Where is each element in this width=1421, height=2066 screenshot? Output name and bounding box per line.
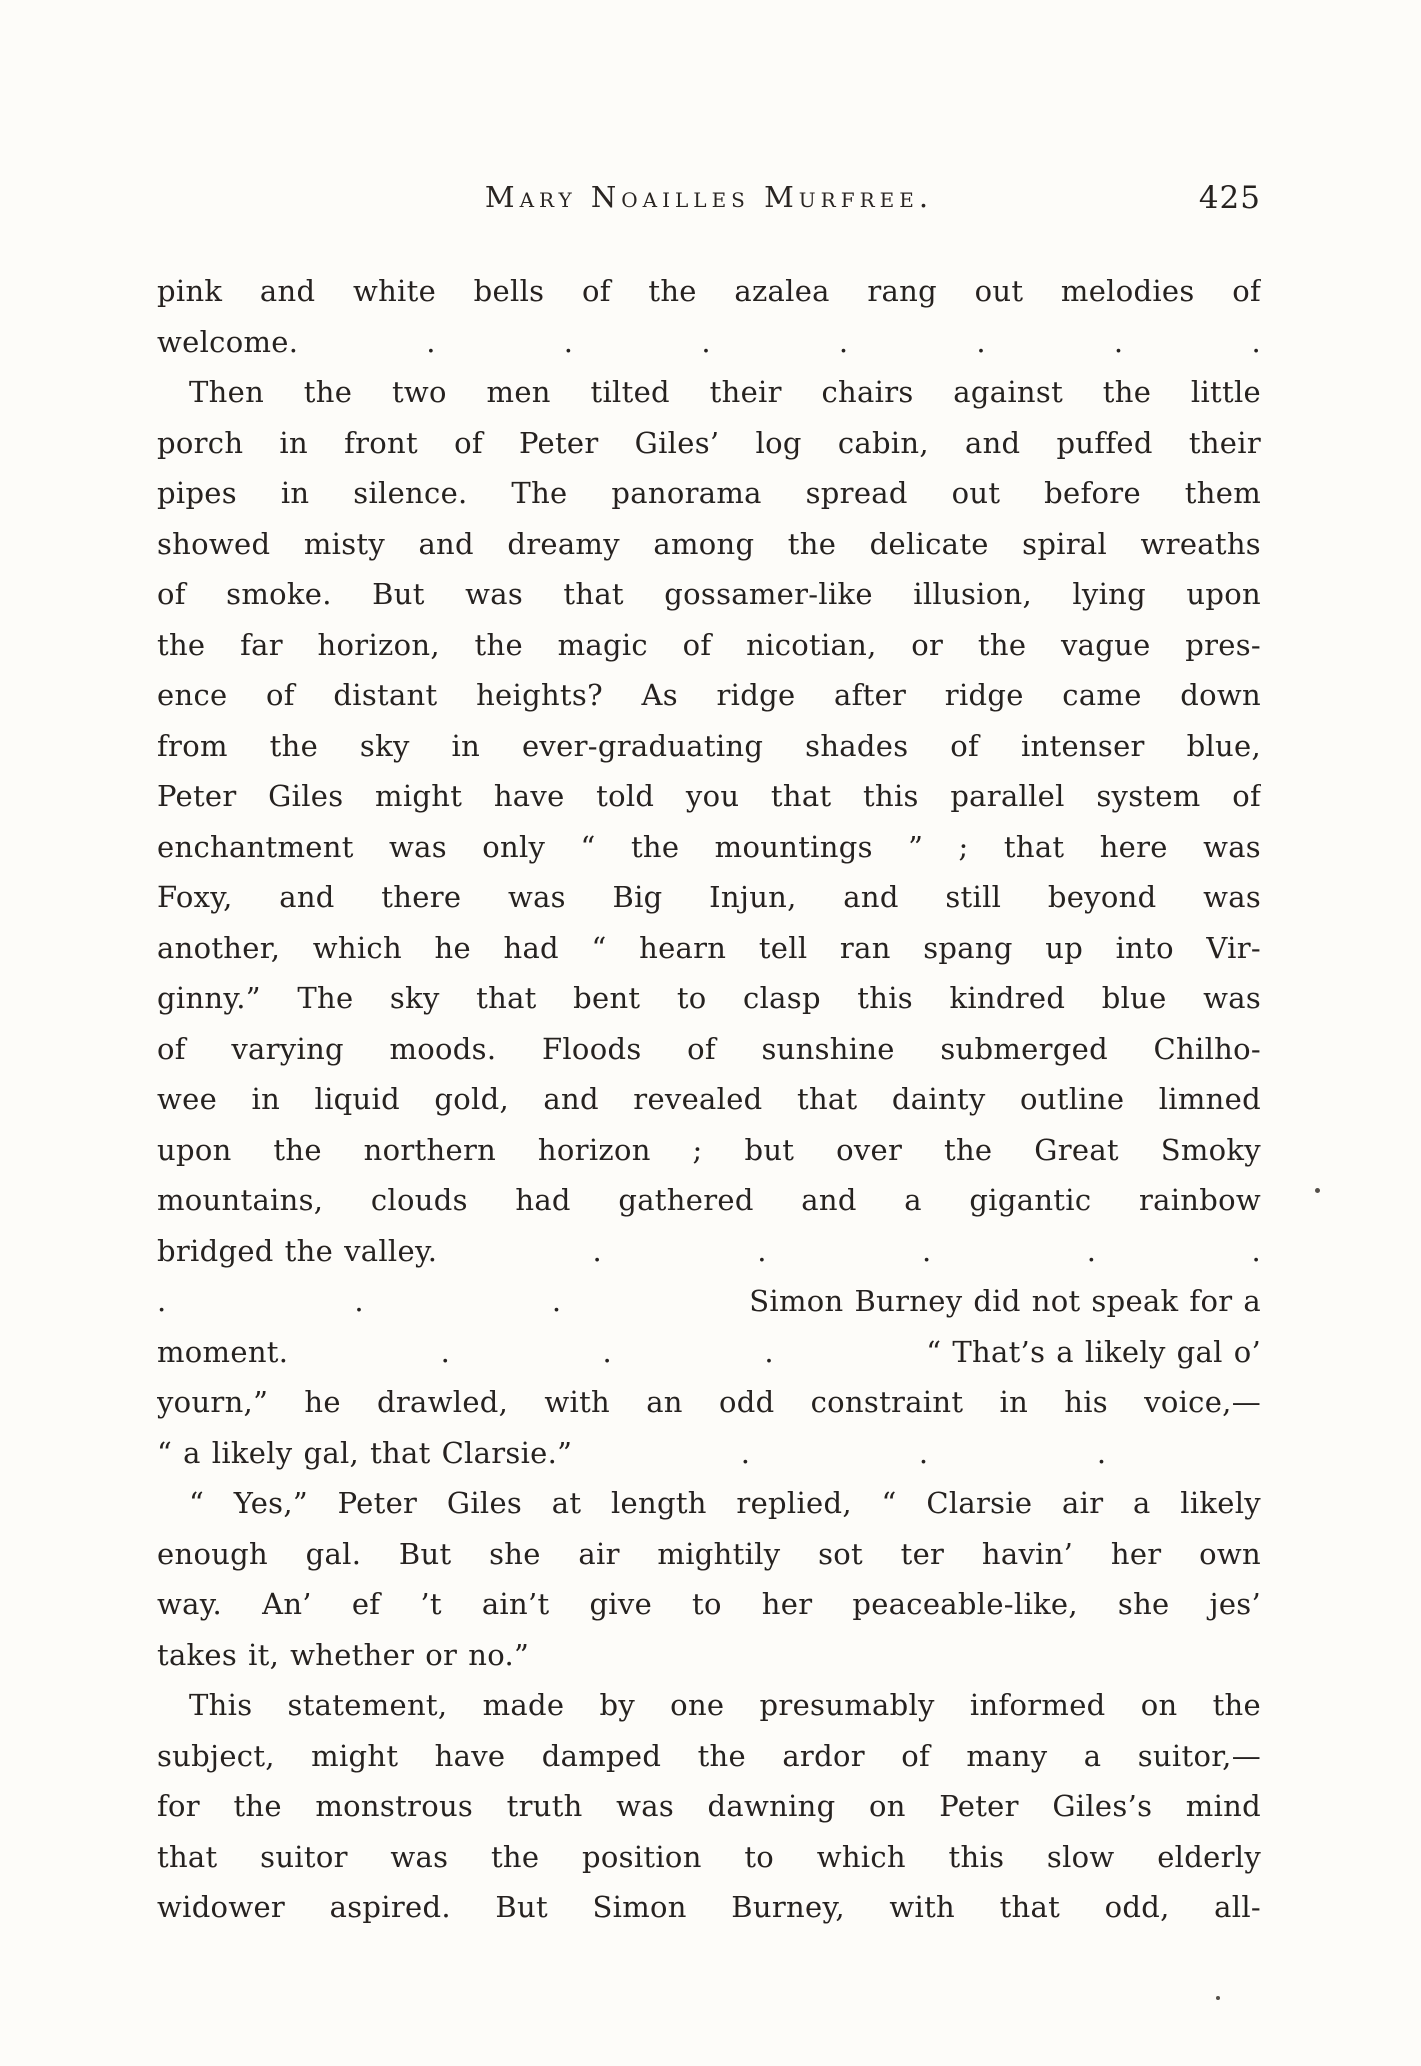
page-header [157,180,1261,226]
text-line: enough gal. But she air mightily sot ter havin’ her own [157,1536,1261,1571]
ellipsis-dot: . [976,324,986,359]
text-line: that suitor was the position to which this slow elderly [157,1839,1261,1874]
text-line: mountains, clouds had gathered and a gigantic rainbow [157,1183,1261,1217]
text-segment: bridged the valley. [157,1233,438,1268]
text-line: upon the northern horizon ; but over the Great Smoky [157,1132,1261,1167]
ellipsis-dot: . [1096,1435,1107,1470]
ellipsis-dot: . [1251,1233,1261,1268]
ellipsis-dot: . [354,1284,364,1318]
text-line: for the monstrous truth was dawning on Peter Giles’s mind [157,1789,1261,1823]
text-line: way. An’ ef ’t ain’t give to her peaceable-like, she jes’ [157,1587,1261,1621]
text-line [157,1276,1261,1327]
ellipsis-dot: . [838,324,849,359]
text-line: Foxy, and there was Big Injun, and still beyond was [157,880,1261,914]
text-line: widower aspired. But Simon Burney, with that odd, all- [157,1890,1261,1924]
text-line [157,1226,1261,1277]
text-segment: welcome. [157,324,299,359]
ellipsis-dot: . [563,324,574,359]
ellipsis-dot: . [701,324,711,359]
text-line: Then the two men tilted their chairs against the little [189,375,1261,409]
text-column [157,180,1261,1933]
text-line: porch in front of Peter Giles’ log cabin, and puffed their [157,425,1261,460]
text-line: from the sky in ever-graduating shades of intenser blue, [157,728,1261,763]
text-segment: “ That’s a likely gal o’ [926,1334,1261,1369]
running-header-title: Mary Noailles Murfree. [484,180,934,214]
text-line: yourn,” he drawled, with an odd constraint in his voice,— [157,1385,1261,1419]
text-segment: Simon Burney did not speak for a [749,1284,1261,1318]
text-line: showed misty and dreamy among the delicate spiral wreaths [157,526,1261,561]
ellipsis-dot: . [592,1233,603,1268]
ellipsis-dot: . [764,1334,774,1369]
ellipsis-dot: . [757,1233,767,1268]
text-line: subject, might have damped the ardor of many a suitor,— [157,1738,1261,1773]
ellipsis-dot: . [740,1435,751,1470]
text-line: “ Yes,” Peter Giles at length replied, “ Clarsie air a likely [189,1486,1261,1520]
ellipsis-dot: . [551,1284,562,1318]
text-segment: moment. [157,1334,289,1369]
page-body [157,266,1261,1933]
ellipsis-dot: . [1251,324,1261,359]
text-line: takes it, whether or no.” [157,1637,530,1672]
text-line: the far horizon, the magic of nicotian, or the vague pres- [157,627,1261,662]
ellipsis-dot: . [602,1334,613,1369]
ellipsis-dot: . [1086,1233,1097,1268]
ellipsis-dot: . [440,1334,451,1369]
text-segment: “ a likely gal, that Clarsie.” [157,1435,573,1470]
text-line [157,317,1261,368]
text-line: enchantment was only “ the mountings ” ; that here was [157,829,1261,864]
text-line: of smoke. But was that gossamer-like illusion, lying upon [157,577,1261,611]
ellipsis-dot: . [1113,324,1124,359]
text-line: This statement, made by one presumably informed on the [189,1688,1261,1722]
ellipsis-dot: . [922,1233,932,1268]
text-line: pink and white bells of the azalea rang out melodies of [157,274,1261,308]
ellipsis-dot: . [157,1284,167,1318]
page-number: 425 [1198,180,1261,216]
text-line: ence of distant heights? As ridge after ridge came down [157,678,1261,712]
text-line: Peter Giles might have told you that this parallel system of [157,779,1261,813]
ink-speck [1315,1188,1320,1193]
text-line [157,1327,1261,1378]
ellipsis-dot: . [426,324,436,359]
text-line: another, which he had “ hearn tell ran spang up into Vir- [157,930,1261,965]
ellipsis-dot: . [918,1435,929,1470]
ink-speck [1216,1996,1220,2000]
text-line: wee in liquid gold, and revealed that dainty outline limned [157,1082,1261,1116]
text-line: ginny.” The sky that bent to clasp this kindred blue was [157,981,1261,1015]
text-line: of varying moods. Floods of sunshine submerged Chilho- [157,1031,1261,1066]
text-line [157,1428,1106,1479]
text-line: pipes in silence. The panorama spread out before them [157,476,1261,510]
